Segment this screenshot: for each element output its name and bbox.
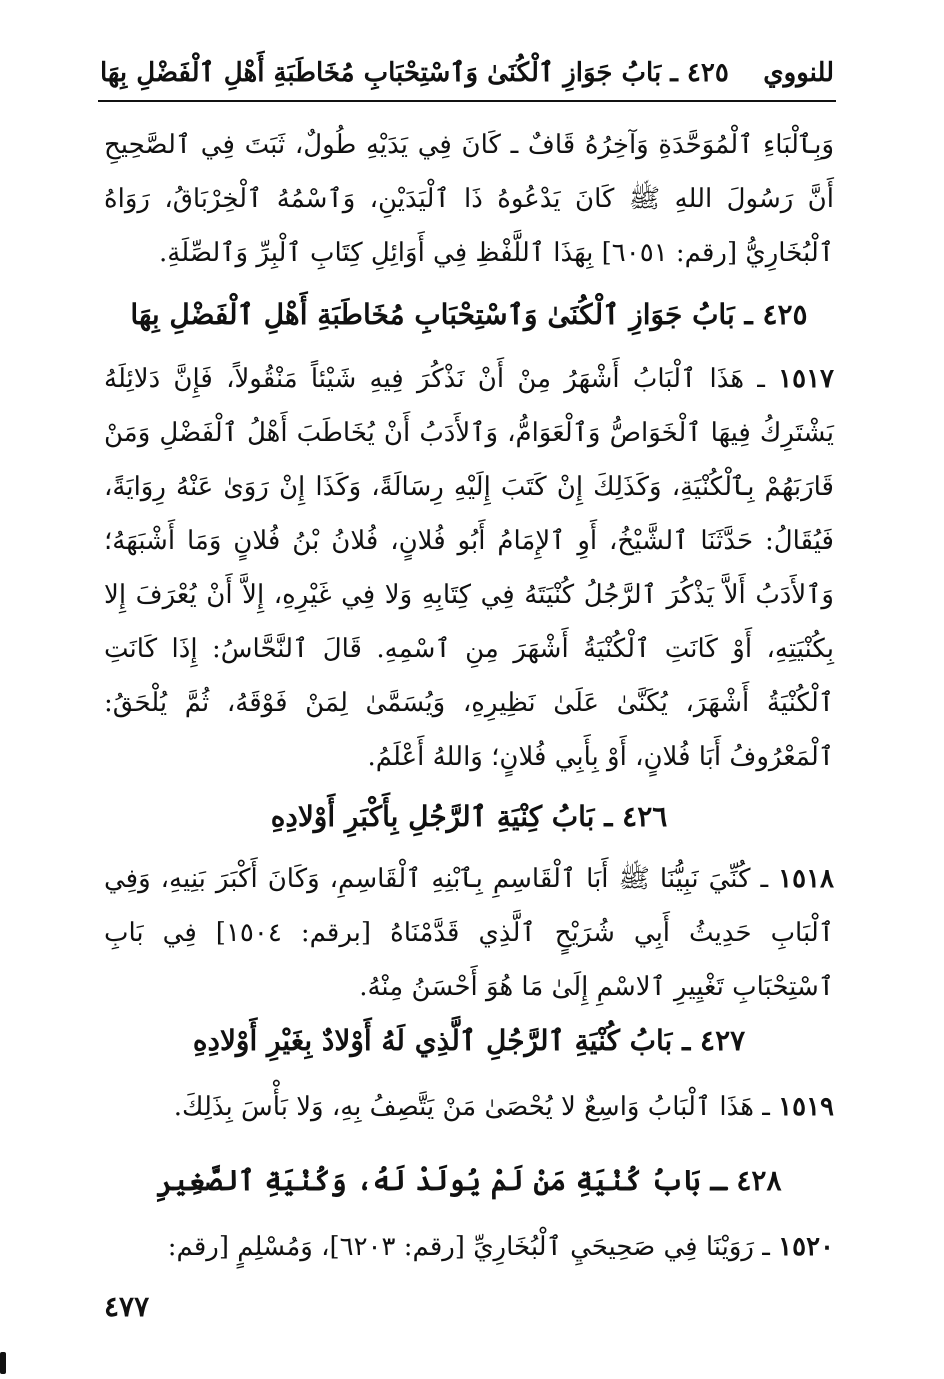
paragraph-1519 [104,1080,834,1134]
section-heading-428: ٤٢٨ ـ بَابُ كُنْيَةِ مَنْ لَمْ يُولَدْ لَهُ، وَكُنْيَةِ ٱلصَّغِيرِ [156,1164,782,1197]
paragraph-number-1519: ١٥١٩ [778,1092,834,1122]
paragraph-number-1517: ١٥١٧ [778,364,834,394]
scan-edge-mark [0,1352,6,1374]
paragraph-text-1519: ـ هَذَا ٱلْبَابُ وَاسِعٌ لا يُحْصَىٰ مَنْ يَتَّصِفُ بِهِ، وَلا بَأْسَ بِذَلِكَ. [173,1092,770,1122]
paragraph-1518 [104,852,834,1014]
paragraph-1520 [104,1220,834,1274]
page-number: ٤٧٧ [104,1290,150,1323]
intro-paragraph: وَبِٱلْبَاءِ ٱلْمُوَحَّدَةِ وَآخِرُهُ قَافٌ ـ كَانَ فِي يَدَيْهِ طُولٌ، ثَبَتَ فِي ٱلصَّحِيحِ أَنَّ رَسُولَ اللهِ ﷺ كَانَ يَدْعُوهُ ذَا ٱلْيَدَيْنِ، وَٱسْمُهُ ٱلْخِرْبَاقُ، رَوَاهُ ٱلْبُخَارِيُّ [رقم: ٦٠٥١] بِهَذَا ٱللَّفْظِ فِي أَوَائِلِ كِتَابِ ٱلْبِرِّ وَٱلصِّلَةِ. [104,130,834,268]
paragraph-1517 [104,352,834,784]
section-heading-426: ٤٢٦ ـ بَابُ كِنْيَةِ ٱلرَّجُلِ بِأَكْبَرِ أَوْلادِهِ [270,800,668,833]
paragraph-number-1520: ١٥٢٠ [778,1232,834,1262]
running-head-chapter: ٤٢٥ ـ بَابُ جَوَازِ ٱلْكُنَىٰ وَٱسْتِحْبَابِ مُخَاطَبَةِ أَهْلِ ٱلْفَضْلِ بِهَا [100,58,729,88]
section-heading-425: ٤٢٥ ـ بَابُ جَوَازِ ٱلْكُنَىٰ وَٱسْتِحْبَابِ مُخَاطَبَةِ أَهْلِ ٱلْفَضْلِ بِهَا [130,298,808,331]
section-heading-427: ٤٢٧ ـ بَابُ كُنْيَةِ ٱلرَّجُلِ ٱلَّذِي لَهُ أَوْلادٌ بِغَيْرِ أَوْلادِهِ [192,1024,746,1057]
paragraph-text-1518: ـ كُنِّيَ نَبِيُّنَا ﷺ أَبَا ٱلْقَاسِمِ بِٱبْنِهِ ٱلْقَاسِمِ، وَكَانَ أَكْبَرَ بَنِيهِ، وَفِي ٱلْبَابِ حَدِيثُ أَبِي شُرَيْحٍ ٱلَّذِي قَدَّمْنَاهُ [برقم: ١٥٠٤] فِي بَابِ ٱسْتِحْبَابِ تَغْيِيرِ ٱلاسْمِ إِلَىٰ مَا هُوَ أَحْسَنُ مِنْهُ. [104,864,834,1002]
paragraph-number-1518: ١٥١٨ [778,864,834,894]
paragraph-text-1517: ـ هَذَا ٱلْبَابُ أَشْهَرُ مِنْ أَنْ نَذْكُرَ فِيهِ شَيْئاً مَنْقُولاً، فَإِنَّ دَلائِلَهُ يَشْتَرِكُ فِيهَا ٱلْخَوَاصُّ وَٱلْعَوَامُّ، وَٱلأَدَبُ أَنْ يُخَاطَبَ أَهْلُ ٱلْفَضْلِ وَمَنْ قَارَبَهُمْ بِٱلْكُنْيَةِ، وَكَذَلِكَ إِنْ كَتَبَ إِلَيْهِ رِسَالَةً، وَكَذَا إِنْ رَوَىٰ عَنْهُ رِوَايَةً، فَيُقَالُ: حَدَّثَنَا ٱلشَّيْخُ، أَوِ ٱلإِمَامُ أَبُو فُلانٍ، فُلانُ بْنُ فُلانٍ وَمَا أَشْبَهَهُ؛ وَٱلأَدَبُ أَلاَّ يَذْكُرَ ٱلرَّجُلُ كُنْيَتَهُ فِي كِتَابِهِ وَلا فِي غَيْرِهِ، إِلاَّ أَنْ يُعْرَفَ إِلا بِكُنْيَتِهِ، أَوْ كَانَتِ ٱلْكُنْيَةُ أَشْهَرَ مِنِ ٱسْمِهِ. قَالَ ٱلنَّحَّاسُ: إِذَا كَانَتِ ٱلْكُنْيَةُ أَشْهَرَ، يُكَنَّىٰ عَلَىٰ نَظِيرِهِ، وَيُسَمَّىٰ لِمَنْ فَوْقَهُ، ثُمَّ يُلْحَقُ: ٱلْمَعْرُوفُ أَبَا فُلانٍ، أَوْ بِأَبِي فُلانٍ؛ وَاللهُ أَعْلَمُ. [104,364,834,772]
running-head [100,52,834,102]
header-rule [98,100,836,102]
paragraph-text-1520: ـ رَوَيْنَا فِي صَحِيحَيِ ٱلْبُخَارِيِّ [رقم: ٦٢٠٣]، وَمُسْلِمٍ [رقم: [167,1232,770,1262]
running-head-author: للنووي [763,58,834,88]
